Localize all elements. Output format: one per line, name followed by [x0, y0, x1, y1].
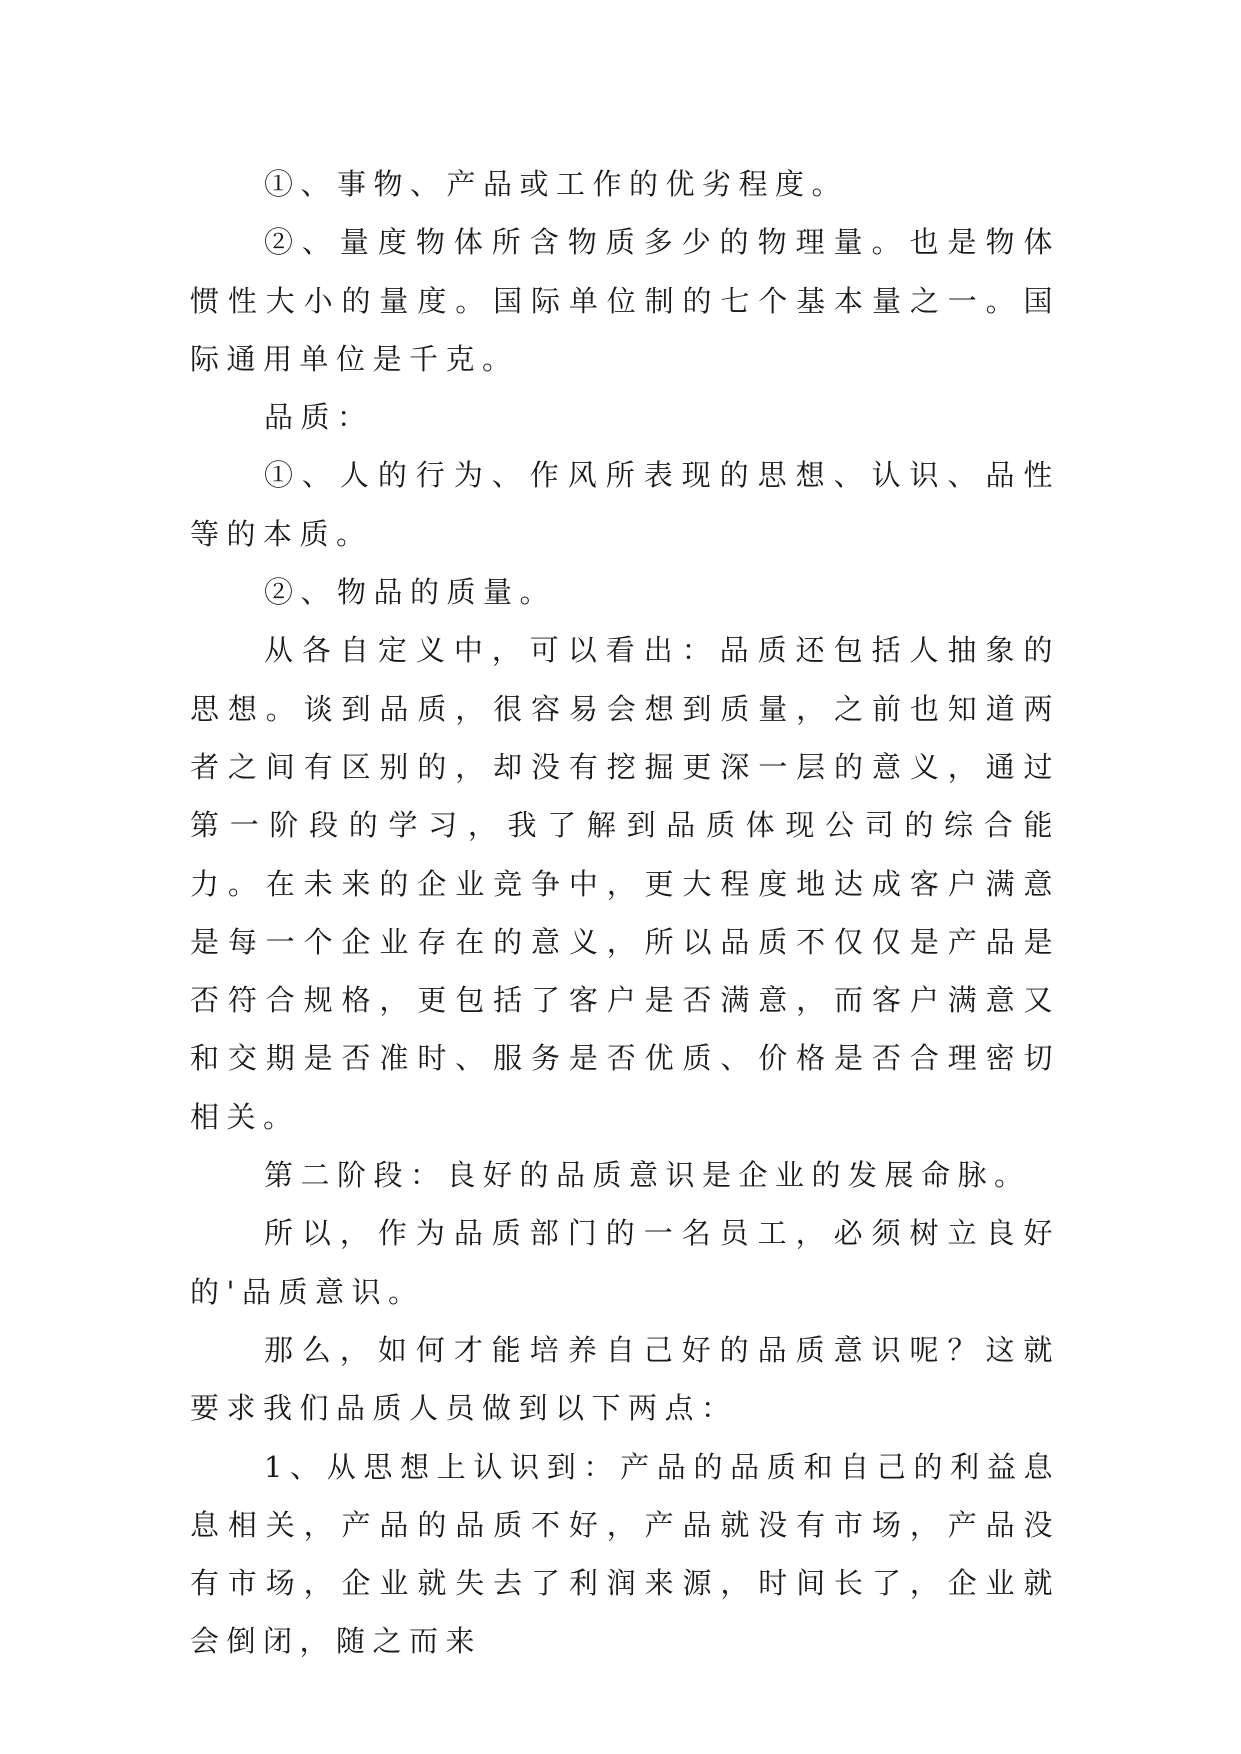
paragraph-point-one: 1、从思想上认识到：产品的品质和自己的利益息息相关，产品的品质不好，产品就没有市场，产品没有市场，企业就失去了利润来源，时间长了，企业就会倒闭，随之而来: [190, 1449, 1060, 1659]
paragraph-how-to-cultivate: 那么，如何才能培养自己好的品质意识呢？这就要求我们品质人员做到以下两点：: [190, 1332, 1060, 1426]
paragraph-pinzhi-definition-1: ①、人的行为、作风所表现的思想、认识、品性等的本质。: [190, 458, 1060, 551]
body-text: [190, 155, 1060, 1671]
paragraph-quality-awareness: 所以，作为品质部门的一名员工，必须树立良好的'品质意识。: [190, 1216, 1060, 1309]
paragraph-quality-definition-2: ②、量度物体所含物质多少的物理量。也是物体惯性大小的量度。国际单位制的七个基本量之一。国际通用单位是千克。: [190, 225, 1060, 376]
paragraph-pinzhi-heading: 品质：: [263, 400, 374, 435]
paragraph-pinzhi-definition-2: ②、物品的质量。: [263, 575, 556, 610]
paragraph-quality-definition-1: ①、事物、产品或工作的优劣程度。: [263, 167, 848, 201]
paragraph-comparison: 从各自定义中，可以看出：品质还包括人抽象的思想。谈到品质，很容易会想到质量，之前也知道两者之间有区别的，却没有挖掘更深一层的意义，通过第一阶段的学习，我了解到品质体现公司的综合能力。在未来的企业竞争中，更大程度地达成客户满意是每一个企业存在的意义，所以品质不仅仅是产品是否符合规格，更包括了客户是否满意，而客户满意又和交期是否准时、服务是否优质、价格是否合理密切相关。: [190, 633, 1060, 1134]
paragraph-stage-two: 第二阶段：良好的品质意识是企业的发展命脉。: [263, 1158, 1031, 1193]
